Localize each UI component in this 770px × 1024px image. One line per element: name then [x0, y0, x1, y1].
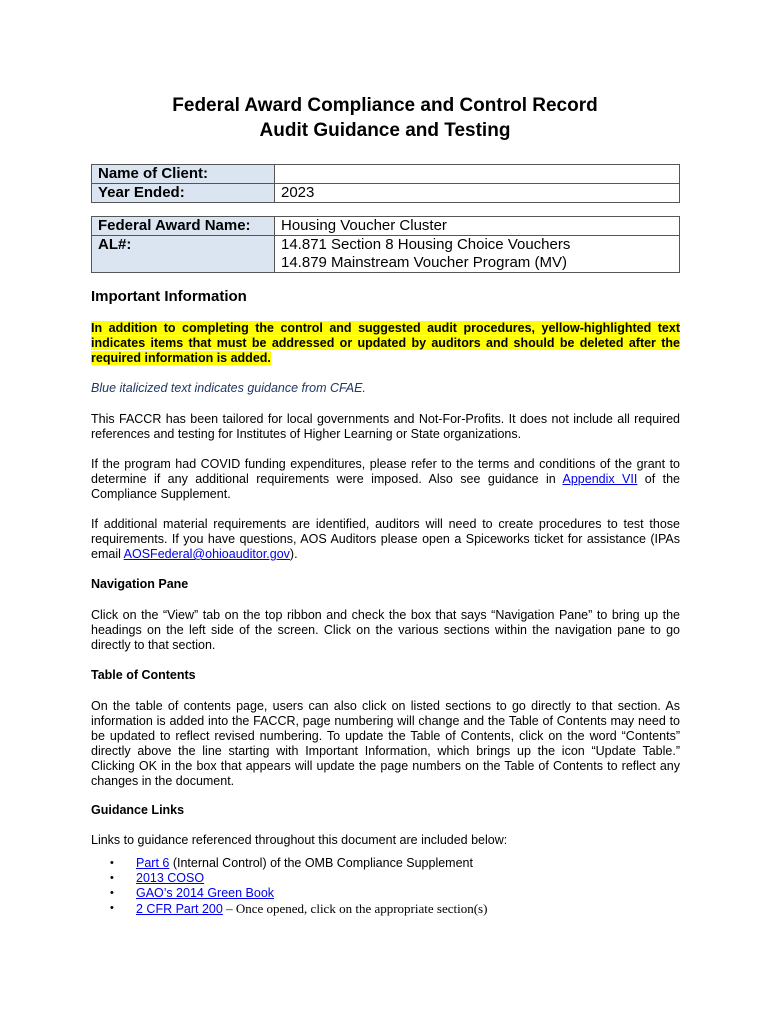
al-number-values[interactable] — [275, 236, 680, 273]
table-of-contents-paragraph: On the table of contents page, users can also click on listed sections to go directly to that section. As information is added into the FACCR, page numbering will change and the Table of Contents may need to be updated to reflect revised numbering. To update the Table of Contents, click on the word “Contents” directly above the line starting with Important Information, which brings up the icon “Update Table.” Clicking OK in the box that appears will update the page numbers on the Table of Contents to reflect any changes in the document. — [91, 699, 680, 788]
covid-text-a: If the program had COVID funding expenditures, please refer to the terms and conditions of the grant to determine if any additional requirements were imposed. Also see guidance in — [91, 457, 680, 486]
covid-funding-paragraph — [91, 457, 680, 502]
year-ended-value[interactable]: 2023 — [275, 184, 680, 203]
faccr-tailored-paragraph: This FACCR has been tailored for local governments and Not-For-Profits. It does not include all required references and testing for Institutes of Higher Learning or State organizations. — [91, 412, 680, 441]
year-ended-label: Year Ended: — [92, 184, 275, 203]
al-number-label: AL#: — [92, 236, 275, 273]
coso-2013-link[interactable]: 2013 COSO — [136, 871, 205, 885]
al-value-1: 14.871 Section 8 Housing Choice Vouchers — [281, 236, 571, 253]
bullet-icon: • — [110, 857, 114, 869]
appendix-vii-link[interactable]: Appendix VII — [562, 472, 638, 486]
document-title: Federal Award Compliance and Control Record — [172, 95, 598, 116]
part-6-description: (Internal Control) of the OMB Compliance Supplement — [169, 856, 473, 870]
navigation-pane-paragraph: Click on the “View” tab on the top ribbon and check the box that says “Navigation Pane” to bring up the headings on the left side of the screen. Click on the various sections within the navigation pane to go directly to that section. — [91, 608, 680, 652]
blue-guidance-note: Blue italicized text indicates guidance from CFAE. — [91, 381, 366, 395]
bullet-icon: • — [110, 902, 114, 914]
bullet-icon: • — [110, 872, 114, 884]
highlighted-text: In addition to completing the control and suggested audit procedures, yellow-highlighted text indicates items that must be addressed or updated by auditors and should be deleted after the required information is added. — [91, 321, 680, 365]
additional-requirements-paragraph — [91, 517, 680, 562]
additional-text-a: If additional material requirements are identified, auditors will need to create procedures to test those requirements. If you have questions, AOS Auditors please open a Spiceworks ticket for assistance (IPAs email — [91, 517, 680, 561]
al-value-2: 14.879 Mainstream Voucher Program (MV) — [281, 254, 567, 271]
additional-text-b: ). — [289, 547, 298, 561]
name-of-client-value[interactable] — [275, 165, 680, 184]
cfr-part-200-description: – Once opened, click on the appropriate section(s) — [222, 901, 488, 916]
federal-award-name-value[interactable]: Housing Voucher Cluster — [275, 217, 680, 236]
cfr-part-200-link[interactable]: 2 CFR Part 200 — [136, 902, 223, 916]
highlighted-instruction — [91, 321, 680, 366]
name-of-client-label: Name of Client: — [92, 165, 275, 184]
award-info-table — [91, 216, 680, 273]
guidance-links-intro: Links to guidance referenced throughout this document are included below: — [91, 833, 508, 847]
federal-award-name-label: Federal Award Name: — [92, 217, 275, 236]
important-information-heading: Important Information — [91, 288, 247, 305]
aos-federal-email-link[interactable]: AOSFederal@ohioauditor.gov — [123, 547, 290, 561]
covid-text-b: of the Compliance Supplement. — [91, 472, 680, 501]
bullet-icon: • — [110, 887, 114, 899]
navigation-pane-heading: Navigation Pane — [91, 577, 189, 591]
guidance-links-heading: Guidance Links — [91, 803, 185, 817]
client-info-table — [91, 164, 680, 203]
gao-green-book-link[interactable]: GAO’s 2014 Green Book — [136, 886, 275, 900]
part-6-link[interactable]: Part 6 — [136, 856, 170, 870]
document-subtitle: Audit Guidance and Testing — [259, 120, 511, 141]
table-of-contents-heading: Table of Contents — [91, 668, 196, 682]
